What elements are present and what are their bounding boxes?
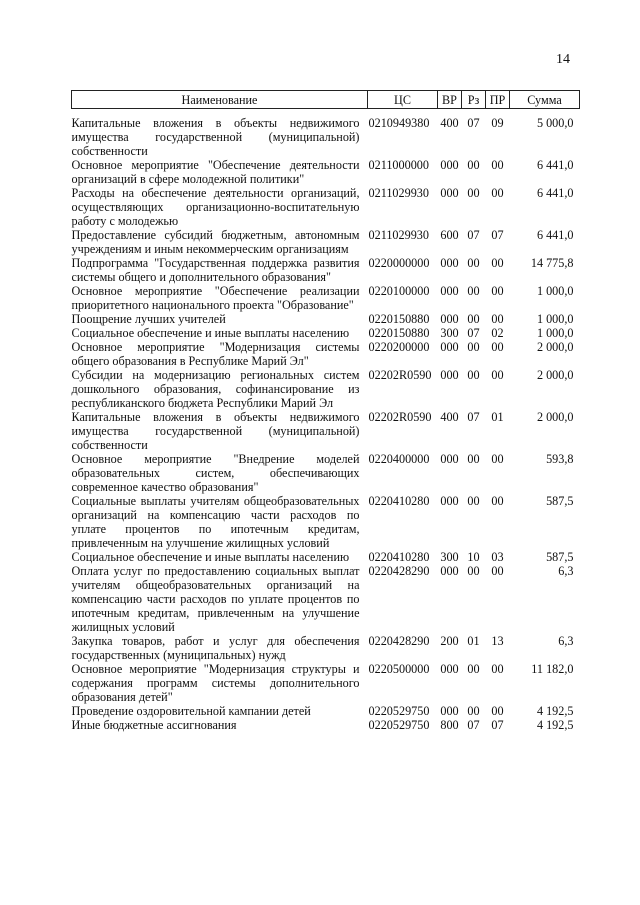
row-sum: 4 192,5	[536, 718, 574, 732]
row-name: Субсидии на модернизацию региональных систем дошкольного образования, софинансирование из республиканского бюджета Республики Марий Эл	[71, 368, 360, 410]
row-rz: 07	[467, 228, 480, 242]
row-name: Проведение оздоровительной кампании детей	[71, 704, 311, 718]
row-pr: 00	[491, 662, 504, 676]
table-row	[72, 452, 580, 494]
row-pr: 07	[491, 718, 504, 732]
table-row	[72, 368, 580, 410]
row-name: Основное мероприятие "Внедрение моделей образовательных систем, обеспечивающих современное качество образования"	[71, 452, 360, 494]
row-name: Поощрение лучших учителей	[71, 312, 226, 326]
row-cs: 0211000000	[368, 158, 429, 172]
row-pr: 01	[491, 410, 504, 424]
table-row	[72, 312, 580, 326]
row-rz: 00	[467, 452, 480, 466]
table-row	[72, 186, 580, 228]
row-sum: 587,5	[546, 494, 574, 508]
row-name: Основное мероприятие "Обеспечение реализации приоритетного национального проекта "Образование"	[71, 284, 360, 312]
row-rz: 01	[467, 634, 480, 648]
row-cs: 0220410280	[368, 550, 430, 564]
table-row	[72, 564, 580, 634]
row-vr: 000	[440, 284, 459, 298]
row-name: Социальные выплаты учителям общеобразовательных организаций на компенсацию части расходов по уплате процентов по ипотечным кредитам, привлеченным на улучшение жилищных условий	[71, 494, 360, 550]
row-rz: 07	[467, 326, 480, 340]
budget-table	[71, 90, 580, 732]
row-vr: 300	[440, 550, 459, 564]
row-cs: 0220100000	[368, 284, 430, 298]
page-number: 14	[556, 52, 570, 67]
row-cs: 0220400000	[368, 452, 430, 466]
table-row	[72, 158, 580, 186]
row-name: Оплата услуг по предоставлению социальных выплат учителям общеобразовательных организаций на компенсацию части расходов по уплате процентов по ипотечным кредитам, привлеченным на улучшение жилищных условий	[71, 564, 360, 634]
row-cs: 0220500000	[368, 662, 430, 676]
row-pr: 00	[491, 158, 504, 172]
row-sum: 11 182,0	[531, 662, 574, 676]
row-vr: 000	[440, 452, 459, 466]
row-vr: 400	[440, 116, 459, 130]
row-pr: 02	[491, 326, 504, 340]
table-row	[72, 228, 580, 256]
row-name: Социальное обеспечение и иные выплаты населению	[71, 550, 350, 564]
row-rz: 00	[467, 340, 480, 354]
row-cs: 0211029930	[368, 228, 429, 242]
row-name: Закупка товаров, работ и услуг для обеспечения государственных (муниципальных) нужд	[71, 634, 360, 662]
row-rz: 00	[467, 564, 480, 578]
table-row	[72, 494, 580, 550]
row-cs: 0211029930	[368, 186, 429, 200]
row-pr: 00	[491, 284, 504, 298]
row-vr: 800	[440, 718, 459, 732]
row-sum: 587,5	[546, 550, 574, 564]
row-sum: 593,8	[546, 452, 574, 466]
table-header-row	[72, 91, 580, 109]
row-rz: 00	[467, 494, 480, 508]
row-sum: 1 000,0	[536, 312, 574, 326]
row-vr: 000	[440, 368, 459, 382]
table-row	[72, 704, 580, 718]
row-pr: 00	[491, 452, 504, 466]
row-sum: 6 441,0	[536, 158, 574, 172]
row-pr: 00	[491, 340, 504, 354]
row-vr: 000	[440, 312, 459, 326]
row-rz: 07	[467, 410, 480, 424]
row-vr: 200	[440, 634, 459, 648]
row-vr: 600	[440, 228, 459, 242]
row-name: Основное мероприятие "Обеспечение деятельности организаций в сфере молодежной политики"	[71, 158, 360, 186]
row-cs: 0220150880	[368, 326, 430, 340]
table-row	[72, 326, 580, 340]
row-name: Подпрограмма "Государственная поддержка развития системы общего и дополнительного образования"	[71, 256, 360, 284]
row-rz: 00	[467, 284, 480, 298]
row-cs: 02202R0590	[368, 368, 432, 382]
row-name: Капитальные вложения в объекты недвижимого имущества государственной (муниципальной) собственности	[71, 410, 360, 452]
row-cs: 0220000000	[368, 256, 430, 270]
row-cs: 0220529750	[368, 704, 430, 718]
row-sum: 6,3	[558, 564, 574, 578]
header-pr: ПР	[486, 91, 510, 109]
row-name: Основное мероприятие "Модернизация системы общего образования в Республике Марий Эл"	[71, 340, 360, 368]
row-cs: 0220428290	[368, 634, 430, 648]
header-vr: ВР	[438, 91, 462, 109]
row-rz: 00	[467, 158, 480, 172]
row-pr: 00	[491, 704, 504, 718]
header-rz: Рз	[462, 91, 486, 109]
row-name: Капитальные вложения в объекты недвижимого имущества государственной (муниципальной) собственности	[71, 116, 360, 158]
table-row	[72, 550, 580, 564]
row-cs: 0220529750	[368, 718, 430, 732]
row-pr: 00	[491, 256, 504, 270]
row-rz: 00	[467, 368, 480, 382]
row-cs: 0220200000	[368, 340, 430, 354]
row-rz: 00	[467, 312, 480, 326]
row-cs: 0210949380	[368, 116, 430, 130]
row-cs: 0220428290	[368, 564, 430, 578]
row-rz: 00	[467, 704, 480, 718]
row-rz: 00	[467, 186, 480, 200]
row-name: Иные бюджетные ассигнования	[71, 718, 237, 732]
row-pr: 00	[491, 494, 504, 508]
row-rz: 07	[467, 718, 480, 732]
row-sum: 4 192,5	[536, 704, 574, 718]
header-name: Наименование	[72, 91, 368, 109]
row-pr: 00	[491, 312, 504, 326]
table-row	[72, 634, 580, 662]
row-pr: 00	[491, 368, 504, 382]
row-name: Расходы на обеспечение деятельности организаций, осуществляющих организационно-воспитательную работу с молодежью	[71, 186, 360, 228]
row-pr: 09	[491, 116, 504, 130]
row-sum: 6 441,0	[536, 186, 574, 200]
row-sum: 2 000,0	[536, 410, 574, 424]
row-cs: 0220150880	[368, 312, 430, 326]
row-pr: 13	[491, 634, 504, 648]
row-pr: 00	[491, 564, 504, 578]
row-name: Основное мероприятие "Модернизация структуры и содержания программ системы дополнительного образования детей"	[71, 662, 360, 704]
row-pr: 00	[491, 186, 504, 200]
row-sum: 2 000,0	[536, 368, 574, 382]
row-vr: 000	[440, 256, 459, 270]
row-vr: 400	[440, 410, 459, 424]
row-rz: 10	[467, 550, 480, 564]
row-vr: 000	[440, 158, 459, 172]
row-name: Социальное обеспечение и иные выплаты населению	[71, 326, 350, 340]
row-vr: 000	[440, 704, 459, 718]
row-vr: 000	[440, 494, 459, 508]
table-row	[72, 662, 580, 704]
row-rz: 07	[467, 116, 480, 130]
table-row	[72, 256, 580, 284]
row-sum: 2 000,0	[536, 340, 574, 354]
row-sum: 5 000,0	[536, 116, 574, 130]
row-sum: 6,3	[558, 634, 574, 648]
row-vr: 000	[440, 564, 459, 578]
row-sum: 1 000,0	[536, 284, 574, 298]
header-cs: ЦС	[368, 91, 438, 109]
row-vr: 000	[440, 662, 459, 676]
row-name: Предоставление субсидий бюджетным, автономным учреждениям и иным некоммерческим организациям	[71, 228, 360, 256]
row-vr: 000	[440, 186, 459, 200]
row-pr: 03	[491, 550, 504, 564]
row-sum: 6 441,0	[536, 228, 574, 242]
table-row	[72, 410, 580, 452]
row-cs: 02202R0590	[368, 410, 432, 424]
row-rz: 00	[467, 256, 480, 270]
row-sum: 14 775,8	[530, 256, 574, 270]
table-row	[72, 284, 580, 312]
row-rz: 00	[467, 662, 480, 676]
row-vr: 000	[440, 340, 459, 354]
header-sum: Сумма	[510, 91, 580, 109]
table-row	[72, 109, 580, 159]
table-row	[72, 340, 580, 368]
table-row	[72, 718, 580, 732]
row-pr: 07	[491, 228, 504, 242]
row-sum: 1 000,0	[536, 326, 574, 340]
row-cs: 0220410280	[368, 494, 430, 508]
row-vr: 300	[440, 326, 459, 340]
